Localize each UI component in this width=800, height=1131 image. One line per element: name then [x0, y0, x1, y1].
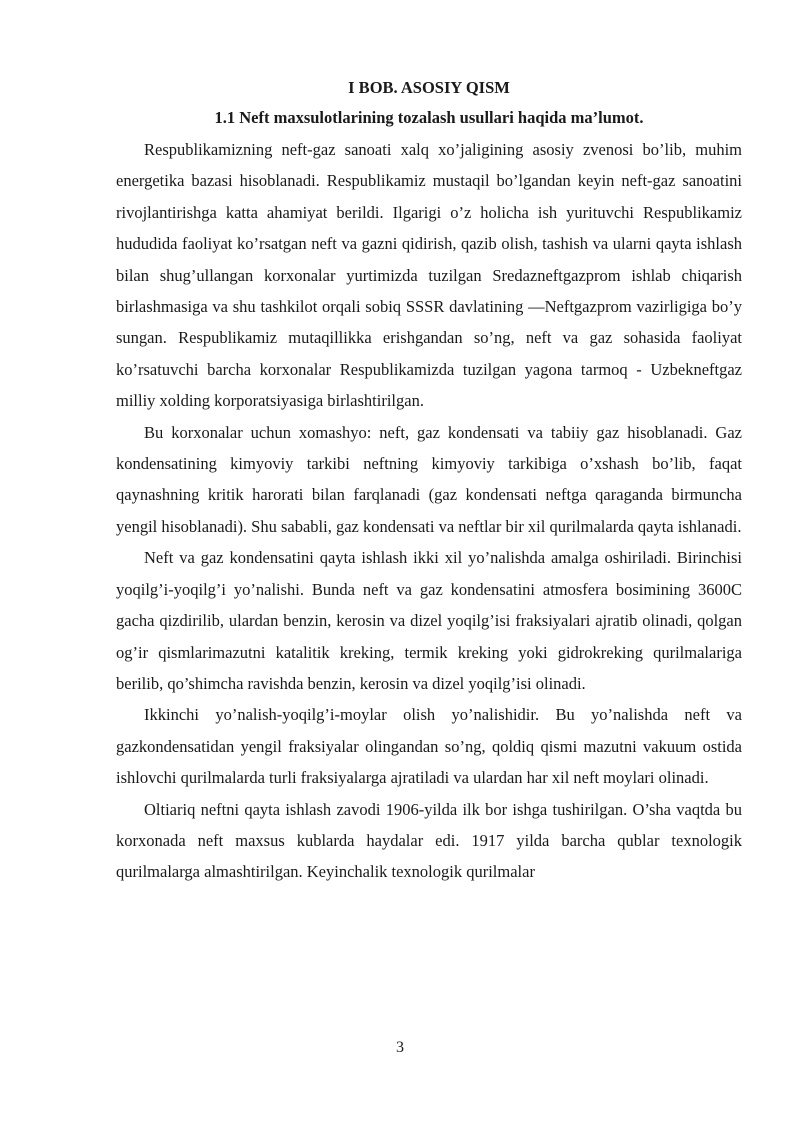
- paragraph-1: Respublikamizning neft-gaz sanoati xalq xo’jaligining asosiy zvenosi bo’lib, muhim energetika bazasi hisoblanadi. Respublikamiz mustaqil bo’lgandan keyin neft-gaz sanoatini rivojlantirishga katta ahamiyat berildi. Ilgarigi o’z holicha ish yurituvchi Respublikamiz hududida faoliyat ko’rsatgan neft va gazni qidirish, qazib olish, tashish va ularni qayta ishlash bilan shug’ullangan korxonalar yurtimizda tuzilgan Sredazneftgazprom ishlab chiqarish birlashmasiga va shu tashkilot orqali sobiq SSSR davlatining ―Neftgazprom vazirligiga bo’y sungan. Respublikamiz mutaqillikka erishgandan so’ng, neft va gaz sohasida faoliyat ko’rsatuvchi barcha korxonalar Respublikamizda tuzilgan yagona tarmoq - Uzbekneftgaz milliy xolding korporatsiyasiga birlashtirilgan.: [116, 140, 742, 411]
- chapter-title: I BOB. ASOSIY QISM: [348, 78, 510, 97]
- paragraph-5: Oltiariq neftni qayta ishlash zavodi 1906-yilda ilk bor ishga tushirilgan. O’sha vaqtda bu korxonada neft maxsus kublarda haydalar edi. 1917 yilda barcha qublar texnologik qurilmalarga almashtirilgan. Keyinchalik texnologik qurilmalar: [116, 799, 742, 882]
- paragraph-2: Bu korxonalar uchun xomashyo: neft, gaz kondensati va tabiiy gaz hisoblanadi. Gaz kondensatining kimyoviy tarkibi neftning kimyoviy tarkibiga o’xshash bo’lib, faqat qaynashning kritik harorati bilan farqlanadi (gaz kondensati neftga qaraganda birmuncha yengil hisoblanadi). Shu sababli, gaz kondensati va neftlar bir xil qurilmalarda qayta ishlanadi.: [116, 422, 742, 536]
- section-title: 1.1 Neft maxsulotlarining tozalash usullari haqida ma’lumot.: [214, 108, 644, 127]
- document-page: [116, 76, 742, 888]
- page-number: 3: [396, 1039, 404, 1056]
- paragraph-3: Neft va gaz kondensatini qayta ishlash ikki xil yo’nalishda amalga oshiriladi. Birinchisi yoqilg’i-yoqilg’i yo’nalishi. Bunda neft va gaz kondensatini atmosfera bosimining 3600C gacha qizdirilib, ulardan benzin, kerosin va dizel yoqilg’isi fraksiyalari ajratib olinadi, qolgan og’ir qismlarimazutni katalitik kreking, termik kreking yoki gidrokreking qurilmalariga berilib, qo’shimcha ravishda benzin, kerosin va dizel yoqilg’isi olinadi.: [116, 548, 742, 693]
- paragraph-4: Ikkinchi yo’nalish-yoqilg’i-moylar olish yo’nalishidir. Bu yo’nalishda neft va gazkondensatidan yengil fraksiyalar olingandan so’ng, qoldiq qismi mazutni vakuum ostida ishlovchi qurilmalarda turli fraksiyalarga ajratiladi va ulardan har xil neft moylari olinadi.: [116, 705, 742, 788]
